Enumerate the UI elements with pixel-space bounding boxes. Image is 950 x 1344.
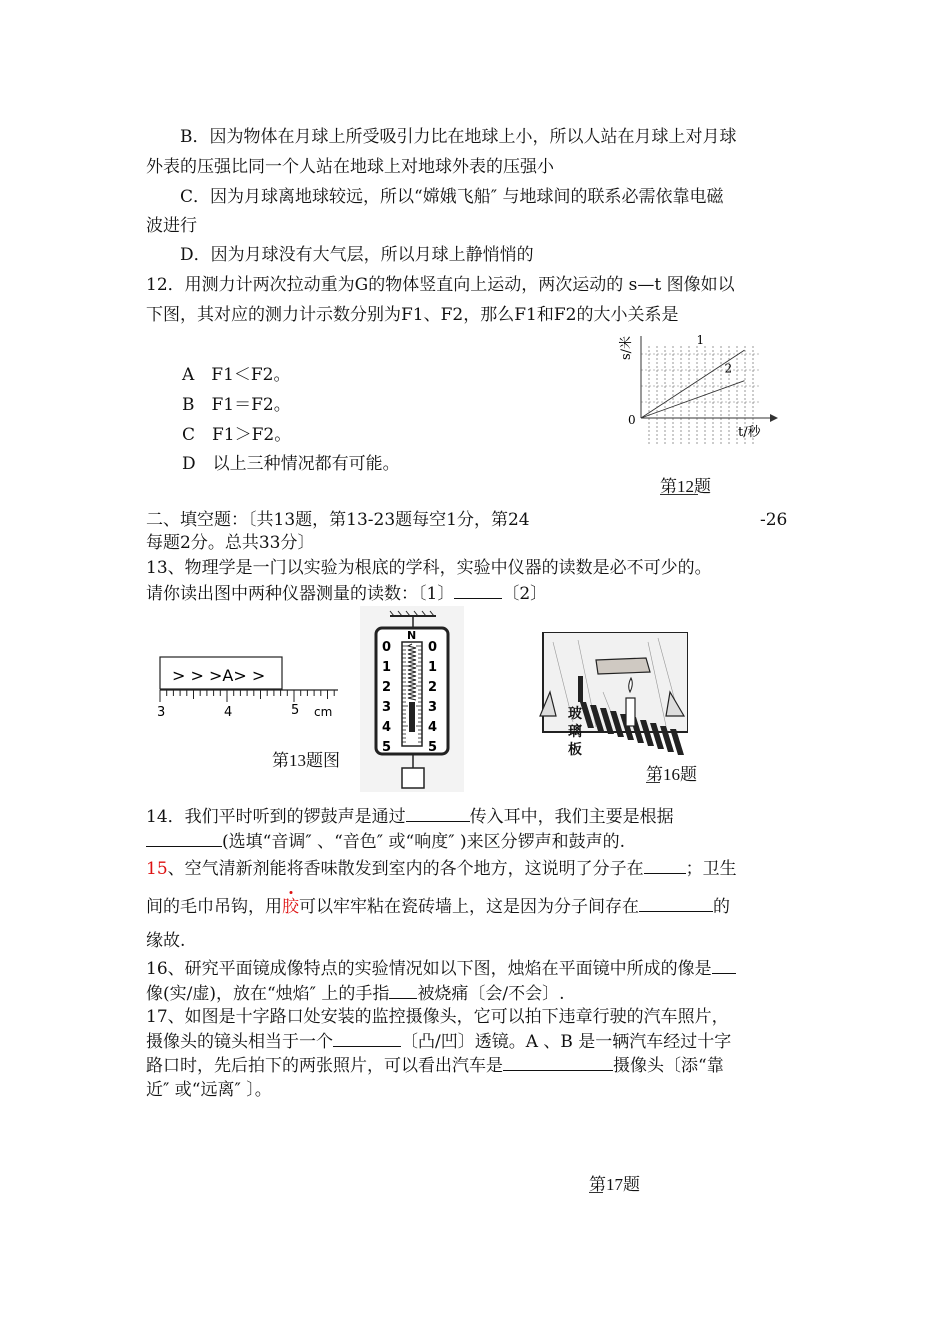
chart-origin-label: 0	[628, 413, 636, 427]
q16-blank-1[interactable]	[712, 957, 736, 974]
q14-line2-text: (选填“音调″ 、“音色″ 或“响度″ )来区分锣声和鼓声的.	[222, 832, 626, 852]
q12-stem-line1: 12．用测力计两次拉动重为G的物体竖直向上运动，两次运动的 s—t 图像如以	[146, 275, 735, 295]
q13-figure-caption: 第13题图	[272, 751, 340, 770]
scale-number-l: 3	[382, 700, 392, 715]
chart-series-label-1: 1	[696, 333, 705, 348]
q11-option-b-line2: 外表的压强比同一个人站在地球上对地球外表的压强小	[146, 157, 554, 177]
mirror-experiment-figure	[538, 632, 688, 764]
q13-stem-line2-text-b: 〔2〕	[502, 584, 548, 604]
q13-stem-line2	[146, 582, 547, 605]
glass-label-1: 玻	[568, 706, 582, 722]
candle-back	[578, 676, 583, 702]
scale-number-l: 2	[382, 680, 392, 695]
q16-line2	[146, 982, 565, 1005]
q16-line1	[146, 957, 736, 980]
chart-x-axis-arrow	[770, 414, 778, 422]
scale-number-r: 3	[428, 700, 438, 715]
q17-line3-text: 路口时，先后拍下的两张照片，可以看出汽车是	[146, 1056, 503, 1076]
scale-number-r: 5	[428, 740, 438, 755]
q12-option-a: A F1＜F2。	[182, 365, 291, 385]
hanging-weight	[402, 768, 424, 788]
ruler-figure	[150, 650, 350, 730]
q11-option-d: D．因为月球没有大气层，所以月球上静悄悄的	[180, 245, 534, 265]
spring-scale-figure	[360, 606, 464, 792]
ruler-tick-4: 4	[224, 705, 233, 720]
chart-y-label: s/米	[619, 335, 634, 360]
q15-number: 15	[146, 859, 168, 879]
section2-header-line2: 每题2分。总共33分〕	[146, 533, 315, 553]
chart-series-group	[641, 333, 744, 418]
candle-front	[626, 698, 635, 726]
q16-blank-2[interactable]	[389, 982, 417, 999]
scale-number-l: 5	[382, 740, 392, 755]
q15-line1	[146, 857, 737, 880]
q16-line2-text-b: 被烧痛〔会/不会〕.	[417, 984, 565, 1004]
scale-number-r: 4	[428, 720, 438, 735]
q13-stem-line2-text: 请你读出图中两种仪器测量的读数：〔1〕	[146, 584, 455, 604]
q15-line2-text-b: 可以牢牢粘在瓷砖墙上，这是因为分子间存在	[299, 897, 639, 917]
q17-blank-2[interactable]	[503, 1054, 613, 1071]
q12-st-chart	[610, 316, 790, 456]
glass-label-2: 璃	[568, 724, 582, 740]
q15-line2	[146, 895, 730, 918]
scale-number-l: 1	[382, 660, 392, 675]
q17-figure-caption: 第17题	[589, 1175, 640, 1194]
caption-underline	[660, 494, 698, 501]
q15-blank-1[interactable]	[644, 857, 686, 874]
chart-x-label: t/秒	[738, 425, 761, 440]
glass-label-3: 板	[568, 742, 582, 758]
q17-line2-text-b: 〔凸/凹〕透镜。A 、B 是一辆汽车经过十字	[401, 1032, 732, 1052]
ruler-tick-5: 5	[291, 703, 300, 718]
q11-option-b-line1: B．因为物体在月球上所受吸引力比在地球上小，所以人站在月球上对月球	[180, 127, 737, 147]
block-label: > > >A> >	[172, 666, 266, 685]
q14-line2	[146, 830, 625, 853]
section2-header-line1a: 二、填空题：〔共13题，第13-23题每空1分，第24	[146, 510, 530, 530]
q14-line1-text: 14．我们平时听到的锣鼓声是通过	[146, 807, 406, 827]
chart-series-label-2: 2	[724, 361, 733, 376]
q15-line2-text-c: 的	[713, 897, 730, 917]
q17-line1: 17、如图是十字路口处安装的监控摄像头，它可以拍下违章行驶的汽车照片，	[146, 1007, 729, 1027]
q11-option-c-line2: 波进行	[146, 216, 197, 236]
q15-emphasis-char: 胶	[282, 897, 299, 917]
scale-number-r: 0	[428, 640, 438, 655]
hand-finger	[596, 658, 650, 674]
q15-blank-2[interactable]	[639, 895, 713, 912]
q17-blank-1[interactable]	[333, 1030, 401, 1047]
q14-blank-2[interactable]	[146, 830, 222, 847]
scale-number-l: 4	[382, 720, 392, 735]
q13-stem-line1: 13、物理学是一门以实验为根底的学科，实验中仪器的读数是必不可少的。	[146, 558, 712, 578]
section2-header-line1b: -26	[760, 510, 788, 530]
caption-underline	[589, 1192, 603, 1199]
scale-pointer-rod	[409, 702, 415, 732]
caption-underline	[646, 782, 660, 789]
q16-figure-caption: 第16题	[646, 765, 697, 784]
ruler-ticks	[160, 690, 334, 702]
q17-line4: 近″ 或“远离″ 〕。	[146, 1080, 272, 1100]
q14-line1-text-b: 传入耳中，我们主要是根据	[469, 807, 674, 827]
q15-line3: 缘故.	[146, 931, 186, 951]
q12-option-c: C F1＞F2。	[182, 425, 292, 445]
scale-number-r: 1	[428, 660, 438, 675]
q12-option-d: D 以上三种情况都有可能。	[182, 454, 400, 474]
q17-line2	[146, 1030, 731, 1053]
q17-line3	[146, 1054, 724, 1077]
q11-option-c-line1: C．因为月球离地球较远，所以“嫦娥飞船″ 与地球间的联系必需依靠电磁	[180, 187, 724, 207]
q15-line1-text-b: ；卫生	[685, 859, 737, 879]
scale-unit-label: N	[407, 629, 417, 642]
q16-line2-text: 像(实/虚)，放在“烛焰″ 上的手指	[146, 984, 390, 1004]
scale-number-r: 2	[428, 680, 438, 695]
q14-blank-1[interactable]	[406, 805, 470, 822]
q12-stem-line2: 下图，其对应的测力计示数分别为F1、F2，那么F1和F2的大小关系是	[146, 305, 679, 325]
q14-line1	[146, 805, 674, 828]
q15-line2-text-a: 间的毛巾吊钩，用	[146, 897, 282, 917]
q12-figure-caption: 第12题	[660, 477, 711, 496]
q13-answer-blank-1[interactable]	[454, 582, 502, 599]
q16-line1-text: 16、研究平面镜成像特点的实验情况如以下图，烛焰在平面镜中所成的像是	[146, 959, 712, 979]
scale-number-l: 0	[382, 640, 392, 655]
q12-option-b: B F1＝F2。	[182, 395, 291, 415]
ruler-tick-3: 3	[157, 705, 166, 720]
ruler-unit: cm	[314, 705, 333, 719]
q17-line3-text-b: 摄像头〔添“靠	[613, 1056, 724, 1076]
q15-line1-text: 、空气清新剂能将香味散发到室内的各个地方，这说明了分子在	[167, 859, 644, 879]
q17-line2-text: 摄像头的镜头相当于一个	[146, 1032, 333, 1052]
